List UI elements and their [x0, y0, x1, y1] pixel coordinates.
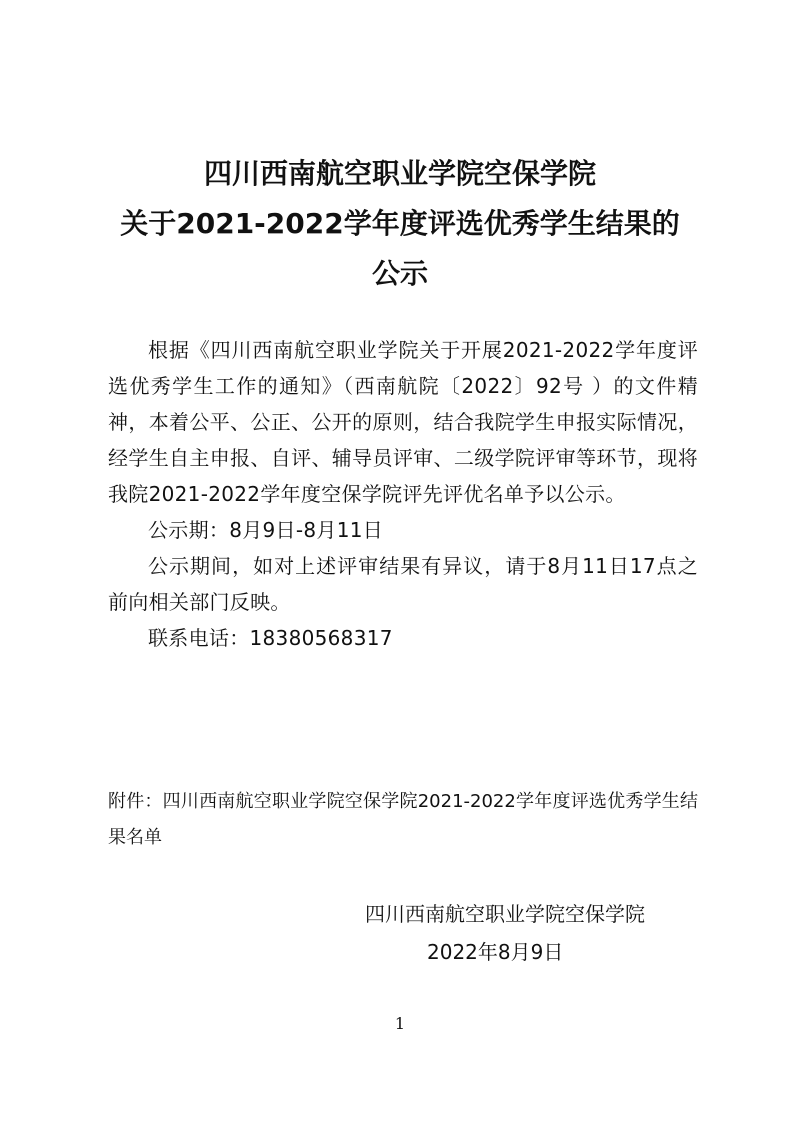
signature-organization: 四川西南航空职业学院空保学院: [365, 902, 645, 926]
signature-block: [365, 895, 685, 971]
attachment-note: 附件：四川西南航空职业学院空保学院2021-2022学年度评选优秀学生结果名单: [108, 791, 699, 848]
document-body: [108, 332, 698, 656]
body-paragraph-main: 根据《四川西南航空职业学院关于开展2021-2022学年度评选优秀学生工作的通知》（西南航院〔2022〕92号 ）的文件精神，本着公平、公正、公开的原则，结合我院学生申报实际情况，经学生自主申报、自评、辅导员评审、二级学院评审等环节，现将我院2021-2022学年度空保学院评先评优名单予以公示。: [108, 338, 698, 506]
document-title-line-2: 关于2021-2022学年度评选优秀学生结果的: [120, 207, 680, 240]
signature-date: 2022年8月9日: [427, 940, 564, 964]
document-title-line-3: 公示: [371, 257, 428, 290]
document-title-line-1: 四川西南航空职业学院空保学院: [203, 157, 596, 190]
body-paragraph-objection: 公示期间，如对上述评审结果有异议，请于8月11日17点之前向相关部门反映。: [108, 554, 698, 614]
page-number: 1: [394, 1014, 406, 1033]
body-paragraph-contact: 联系电话：18380568317: [148, 626, 393, 650]
body-paragraph-period: 公示期：8月9日-8月11日: [148, 518, 384, 542]
